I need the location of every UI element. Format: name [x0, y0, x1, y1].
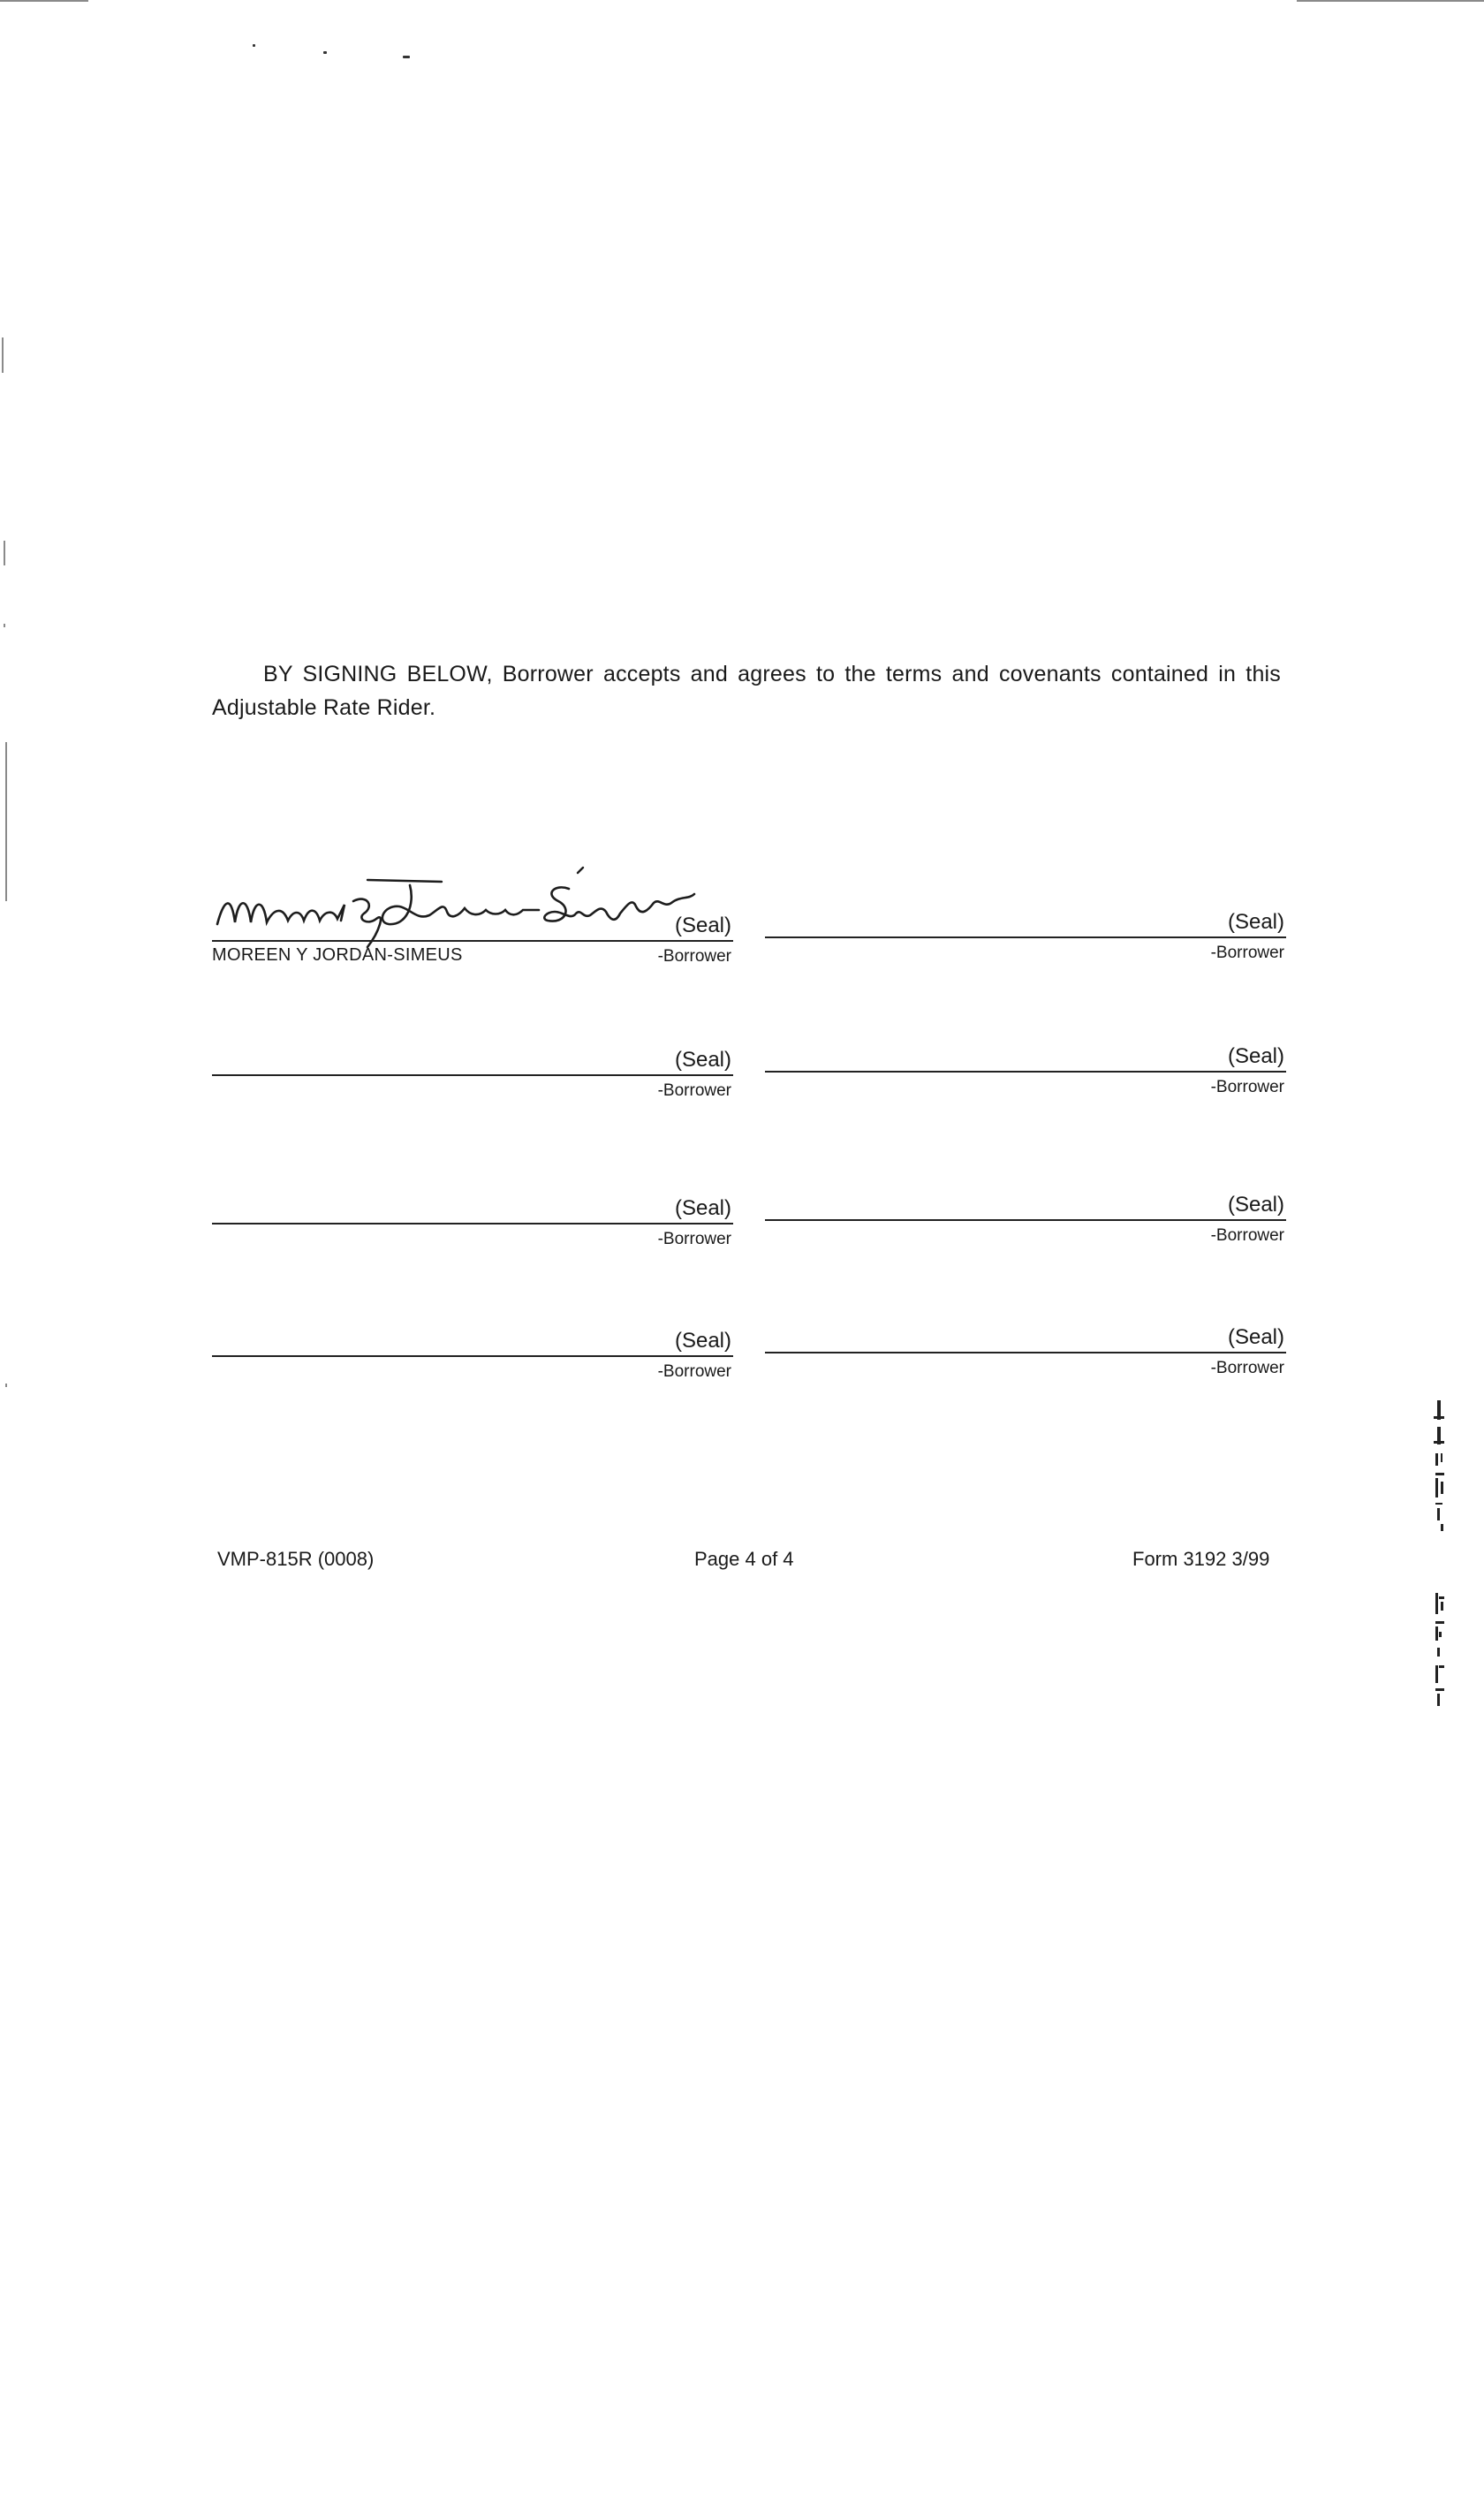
- scan-edge-mark-left: [5, 1384, 7, 1387]
- scan-edge-line-top-left: [0, 0, 88, 2]
- scan-edge-mark-left: [5, 742, 7, 901]
- signature-line[interactable]: [212, 940, 733, 942]
- scan-edge-mark-left: [4, 624, 5, 627]
- signature-line[interactable]: [765, 1352, 1286, 1353]
- signature-line[interactable]: [765, 1071, 1286, 1073]
- signature-line[interactable]: [212, 1223, 733, 1224]
- signature-block-borrower-4: [765, 1044, 1286, 1124]
- signature-line[interactable]: [765, 936, 1286, 938]
- seal-label: (Seal): [674, 914, 731, 937]
- form-number: Form 3192 3/99: [1132, 1548, 1270, 1570]
- borrower-role-label: -Borrower: [657, 1362, 731, 1381]
- form-code: VMP-815R (0008): [217, 1548, 375, 1570]
- borrower-role-label: -Borrower: [1210, 1078, 1284, 1096]
- signing-statement-text: BY SIGNING BELOW, Borrower accepts and agrees to the terms and covenants contained in this Adjustable Rate Rider.: [212, 662, 1281, 720]
- borrower-printed-name: MOREEN Y JORDAN-SIMEUS: [212, 945, 463, 965]
- borrower-role-label: -Borrower: [657, 1230, 731, 1248]
- signature-block-borrower-3: [212, 1048, 733, 1127]
- signature-block-borrower-2: [765, 910, 1286, 989]
- signature-block-borrower-6: [765, 1193, 1286, 1272]
- signature-line[interactable]: [765, 1219, 1286, 1221]
- borrower-role-label: -Borrower: [1210, 1359, 1284, 1377]
- scan-edge-mark-left: [2, 337, 4, 373]
- signature-line[interactable]: [212, 1074, 733, 1076]
- signature-block-borrower-7: [212, 1329, 733, 1408]
- signature-line[interactable]: [212, 1355, 733, 1357]
- borrower-role-label: -Borrower: [1210, 944, 1284, 962]
- scan-edge-line-top-right: [1297, 0, 1484, 2]
- seal-label: (Seal): [674, 1329, 731, 1353]
- signature-block-borrower-5: [212, 1196, 733, 1276]
- borrower-role-label: -Borrower: [657, 947, 731, 966]
- signing-statement: [212, 657, 1281, 724]
- seal-label: (Seal): [1227, 1193, 1284, 1217]
- scan-speck: [253, 44, 255, 47]
- signature-block-borrower-1: [212, 914, 733, 993]
- scan-speck: [323, 51, 327, 54]
- scan-edge-mark-left: [4, 541, 5, 565]
- signature-block-borrower-8: [765, 1325, 1286, 1405]
- seal-label: (Seal): [1227, 1044, 1284, 1068]
- seal-label: (Seal): [1227, 910, 1284, 934]
- seal-label: (Seal): [674, 1048, 731, 1072]
- seal-label: (Seal): [1227, 1325, 1284, 1349]
- scan-speck: [403, 56, 410, 58]
- seal-label: (Seal): [674, 1196, 731, 1220]
- borrower-role-label: -Borrower: [1210, 1226, 1284, 1245]
- margin-binding-marks: [1427, 1400, 1453, 1710]
- page-number: Page 4 of 4: [694, 1548, 794, 1570]
- borrower-role-label: -Borrower: [657, 1081, 731, 1100]
